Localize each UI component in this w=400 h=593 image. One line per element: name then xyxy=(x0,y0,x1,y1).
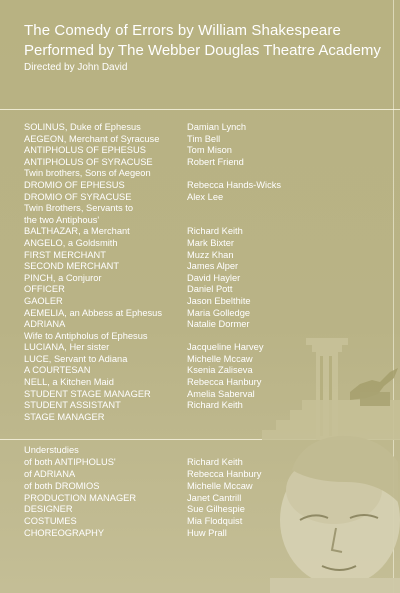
role-name: LUCIANA, Her sister xyxy=(24,342,110,353)
crew-row xyxy=(24,457,314,469)
actor-name: Michelle Mccaw xyxy=(187,480,253,491)
role-name: DESIGNER xyxy=(24,504,73,515)
cast-row xyxy=(24,122,314,134)
role-name: AEMELIA, an Abbess at Ephesus xyxy=(24,307,162,318)
cast-row xyxy=(24,377,314,389)
cast-row xyxy=(24,284,314,296)
actor-name: Amelia Saberval xyxy=(187,388,255,399)
role-name: NELL, a Kitchen Maid xyxy=(24,377,114,388)
cast-row xyxy=(24,238,314,250)
cast-list xyxy=(24,122,314,423)
role-name: Twin Brothers, Servants to xyxy=(24,203,134,214)
crew-row xyxy=(24,528,314,540)
cast-row xyxy=(24,412,314,424)
role-name: FIRST MERCHANT xyxy=(24,249,106,260)
crew-row xyxy=(24,469,314,481)
role-name: ANTIPHOLUS OF EPHESUS xyxy=(24,145,146,156)
role-name: LUCE, Servant to Adiana xyxy=(24,353,128,364)
cast-row xyxy=(24,250,314,262)
cast-row xyxy=(24,319,314,331)
crew-row xyxy=(24,504,314,516)
crew-row xyxy=(24,493,314,505)
actor-name: Richard Keith xyxy=(187,400,243,411)
role-name: Understudies xyxy=(24,445,79,455)
cast-row xyxy=(24,192,314,204)
role-name: AEGEON, Merchant of Syracuse xyxy=(24,133,160,144)
actor-name: Mark Bixter xyxy=(187,237,235,248)
role-name: ANGELO, a Goldsmith xyxy=(24,237,118,248)
cast-row xyxy=(24,145,314,157)
actor-name: Jason Ebelthite xyxy=(187,295,251,306)
cast-row xyxy=(24,180,314,192)
cast-row xyxy=(24,273,314,285)
role-name: STUDENT ASSISTANT xyxy=(24,400,121,411)
cast-row xyxy=(24,331,314,343)
actor-name: Natalie Dormer xyxy=(187,319,250,330)
actor-name: Richard Keith xyxy=(187,456,243,467)
role-name: GAOLER xyxy=(24,295,63,306)
role-name: of ADRIANA xyxy=(24,468,76,479)
crew-row xyxy=(24,516,314,528)
role-name: DROMIO OF SYRACUSE xyxy=(24,191,132,202)
actor-name: Michelle Mccaw xyxy=(187,353,253,364)
cast-row xyxy=(24,342,314,354)
role-name: of both DROMIOS xyxy=(24,480,100,491)
role-name: COSTUMES xyxy=(24,516,77,527)
cast-row xyxy=(24,400,314,412)
divider-top xyxy=(0,109,400,110)
divider-middle xyxy=(0,439,400,440)
role-name: A COURTESAN xyxy=(24,365,91,376)
programme-header xyxy=(0,0,400,108)
right-edge-line xyxy=(393,0,394,593)
actor-name: David Hayler xyxy=(187,272,241,283)
performed-by-line: Performed by The Webber Douglas Theatre Academy xyxy=(24,42,381,59)
role-name: PRODUCTION MANAGER xyxy=(24,492,137,503)
actor-name: Sue Gilhespie xyxy=(187,504,245,515)
cast-row xyxy=(24,168,314,180)
cast-row xyxy=(24,203,314,215)
actor-name: Robert Friend xyxy=(187,156,244,167)
actor-name: Daniel Pott xyxy=(187,284,233,295)
actor-name: Jacqueline Harvey xyxy=(187,342,264,353)
cast-row xyxy=(24,157,314,169)
role-name: BALTHAZAR, a Merchant xyxy=(24,226,130,237)
actor-name: Tom Mison xyxy=(187,145,232,156)
cast-row xyxy=(24,389,314,401)
role-name: the two Antiphous' xyxy=(24,214,100,225)
actor-name: Rebecca Hanbury xyxy=(187,377,262,388)
role-name: DROMIO OF EPHESUS xyxy=(24,179,125,190)
crew-row xyxy=(24,445,314,457)
role-name: SOLINUS, Duke of Ephesus xyxy=(24,122,141,132)
role-name: STUDENT STAGE MANAGER xyxy=(24,388,151,399)
actor-name: Mia Flodquist xyxy=(187,516,243,527)
role-name: ADRIANA xyxy=(24,319,66,330)
role-name: STAGE MANAGER xyxy=(24,411,105,422)
actor-name: Muzz Khan xyxy=(187,249,234,260)
role-name: SECOND MERCHANT xyxy=(24,261,120,272)
role-name: OFFICER xyxy=(24,284,65,295)
role-name: PINCH, a Conjuror xyxy=(24,272,102,283)
director-credit: Directed by John David xyxy=(24,62,128,73)
actor-name: Huw Prall xyxy=(187,528,227,539)
actor-name: James Alper xyxy=(187,261,239,272)
actor-name: Rebecca Hanbury xyxy=(187,468,262,479)
cast-row xyxy=(24,354,314,366)
cast-row xyxy=(24,308,314,320)
role-name: ANTIPHOLUS OF SYRACUSE xyxy=(24,156,153,167)
cast-row xyxy=(24,365,314,377)
crew-row xyxy=(24,481,314,493)
cast-row xyxy=(24,226,314,238)
actor-name: Damian Lynch xyxy=(187,122,247,132)
actor-name: Alex Lee xyxy=(187,191,224,202)
crew-list xyxy=(24,445,314,540)
role-name: Twin brothers, Sons of Aegeon xyxy=(24,168,151,179)
role-name: CHOREOGRAPHY xyxy=(24,528,105,539)
actor-name: Janet Cantrill xyxy=(187,492,242,503)
cast-row xyxy=(24,215,314,227)
cast-row xyxy=(24,296,314,308)
play-title: The Comedy of Errors by William Shakespeare xyxy=(24,22,341,39)
cast-row xyxy=(24,261,314,273)
role-name: Wife to Antipholus of Ephesus xyxy=(24,330,148,341)
role-name: of both ANTIPHOLUS' xyxy=(24,456,116,467)
actor-name: Rebecca Hands-Wicks xyxy=(187,179,282,190)
actor-name: Ksenia Zaliseva xyxy=(187,365,253,376)
actor-name: Maria Golledge xyxy=(187,307,251,318)
actor-name: Richard Keith xyxy=(187,226,243,237)
cast-row xyxy=(24,134,314,146)
actor-name: Tim Bell xyxy=(187,133,221,144)
